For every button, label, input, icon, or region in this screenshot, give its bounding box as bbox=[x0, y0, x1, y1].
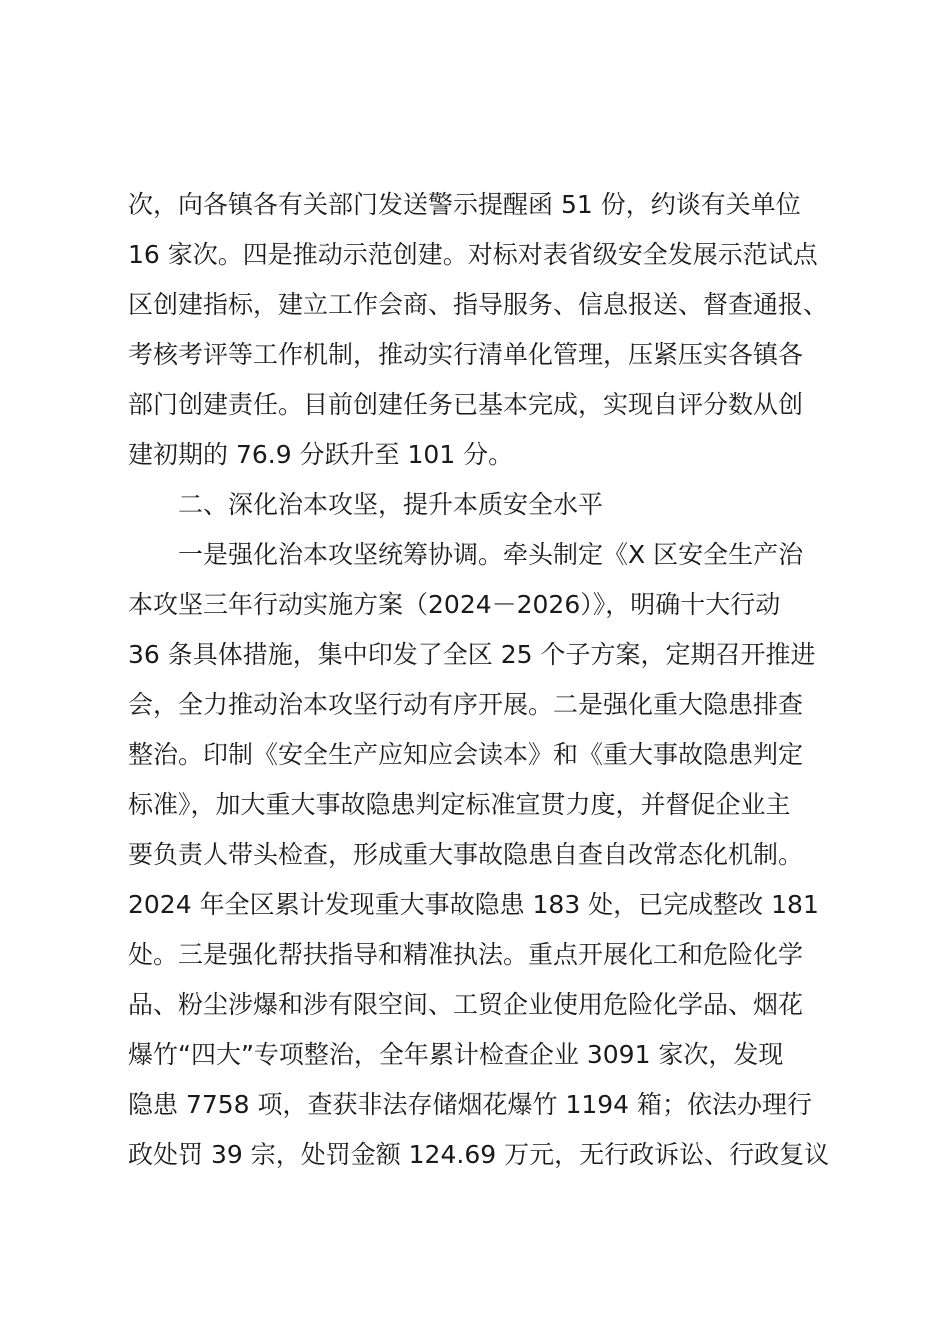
body-line: 本攻坚三年行动实施方案（2024－2026）》，明确十大行动 bbox=[128, 590, 781, 619]
body-line: 整治。印制《安全生产应知应会读本》和《重大事故隐患判定 bbox=[128, 740, 804, 769]
body-line: 区创建指标，建立工作会商、指导服务、信息报送、督查通报、 bbox=[128, 290, 829, 319]
body-line: 隐患 7758 项，查获非法存储烟花爆竹 1194 箱；依法办理行 bbox=[128, 1090, 813, 1119]
body-line: 16 家次。四是推动示范创建。对标对表省级安全发展示范试点 bbox=[128, 240, 818, 269]
section-heading: 二、深化治本攻坚，提升本质安全水平 bbox=[178, 490, 604, 519]
body-line: 部门创建责任。目前创建任务已基本完成，实现自评分数从创 bbox=[128, 390, 804, 419]
body-line: 考核考评等工作机制，推动实行清单化管理，压紧压实各镇各 bbox=[128, 340, 804, 369]
body-line: 2024 年全区累计发现重大事故隐患 183 处，已完成整改 181 bbox=[128, 890, 819, 919]
body-line: 建初期的 76.9 分跃升至 101 分。 bbox=[128, 440, 514, 469]
body-line: 36 条具体措施，集中印发了全区 25 个子方案，定期召开推进 bbox=[128, 640, 816, 669]
body-line: 标准》，加大重大事故隐患判定标准宣贯力度，并督促企业主 bbox=[128, 790, 791, 819]
body-line: 政处罚 39 宗，处罚金额 124.69 万元，无行政诉讼、行政复议 bbox=[128, 1140, 830, 1169]
body-line: 品、粉尘涉爆和涉有限空间、工贸企业使用危险化学品、烟花 bbox=[128, 990, 804, 1019]
body-line: 要负责人带头检查，形成重大事故隐患自查自改常态化机制。 bbox=[128, 840, 804, 869]
paragraph-first-line: 一是强化治本攻坚统筹协调。牵头制定《X 区安全生产治 bbox=[178, 540, 804, 569]
body-line: 次，向各镇各有关部门发送警示提醒函 51 份，约谈有关单位 bbox=[128, 190, 801, 219]
body-line: 爆竹“四大”专项整治，全年累计检查企业 3091 家次，发现 bbox=[128, 1040, 784, 1069]
body-line: 会，全力推动治本攻坚行动有序开展。二是强化重大隐患排查 bbox=[128, 690, 804, 719]
document-body bbox=[128, 180, 848, 1180]
body-line: 处。三是强化帮扶指导和精准执法。重点开展化工和危险化学 bbox=[128, 940, 804, 969]
